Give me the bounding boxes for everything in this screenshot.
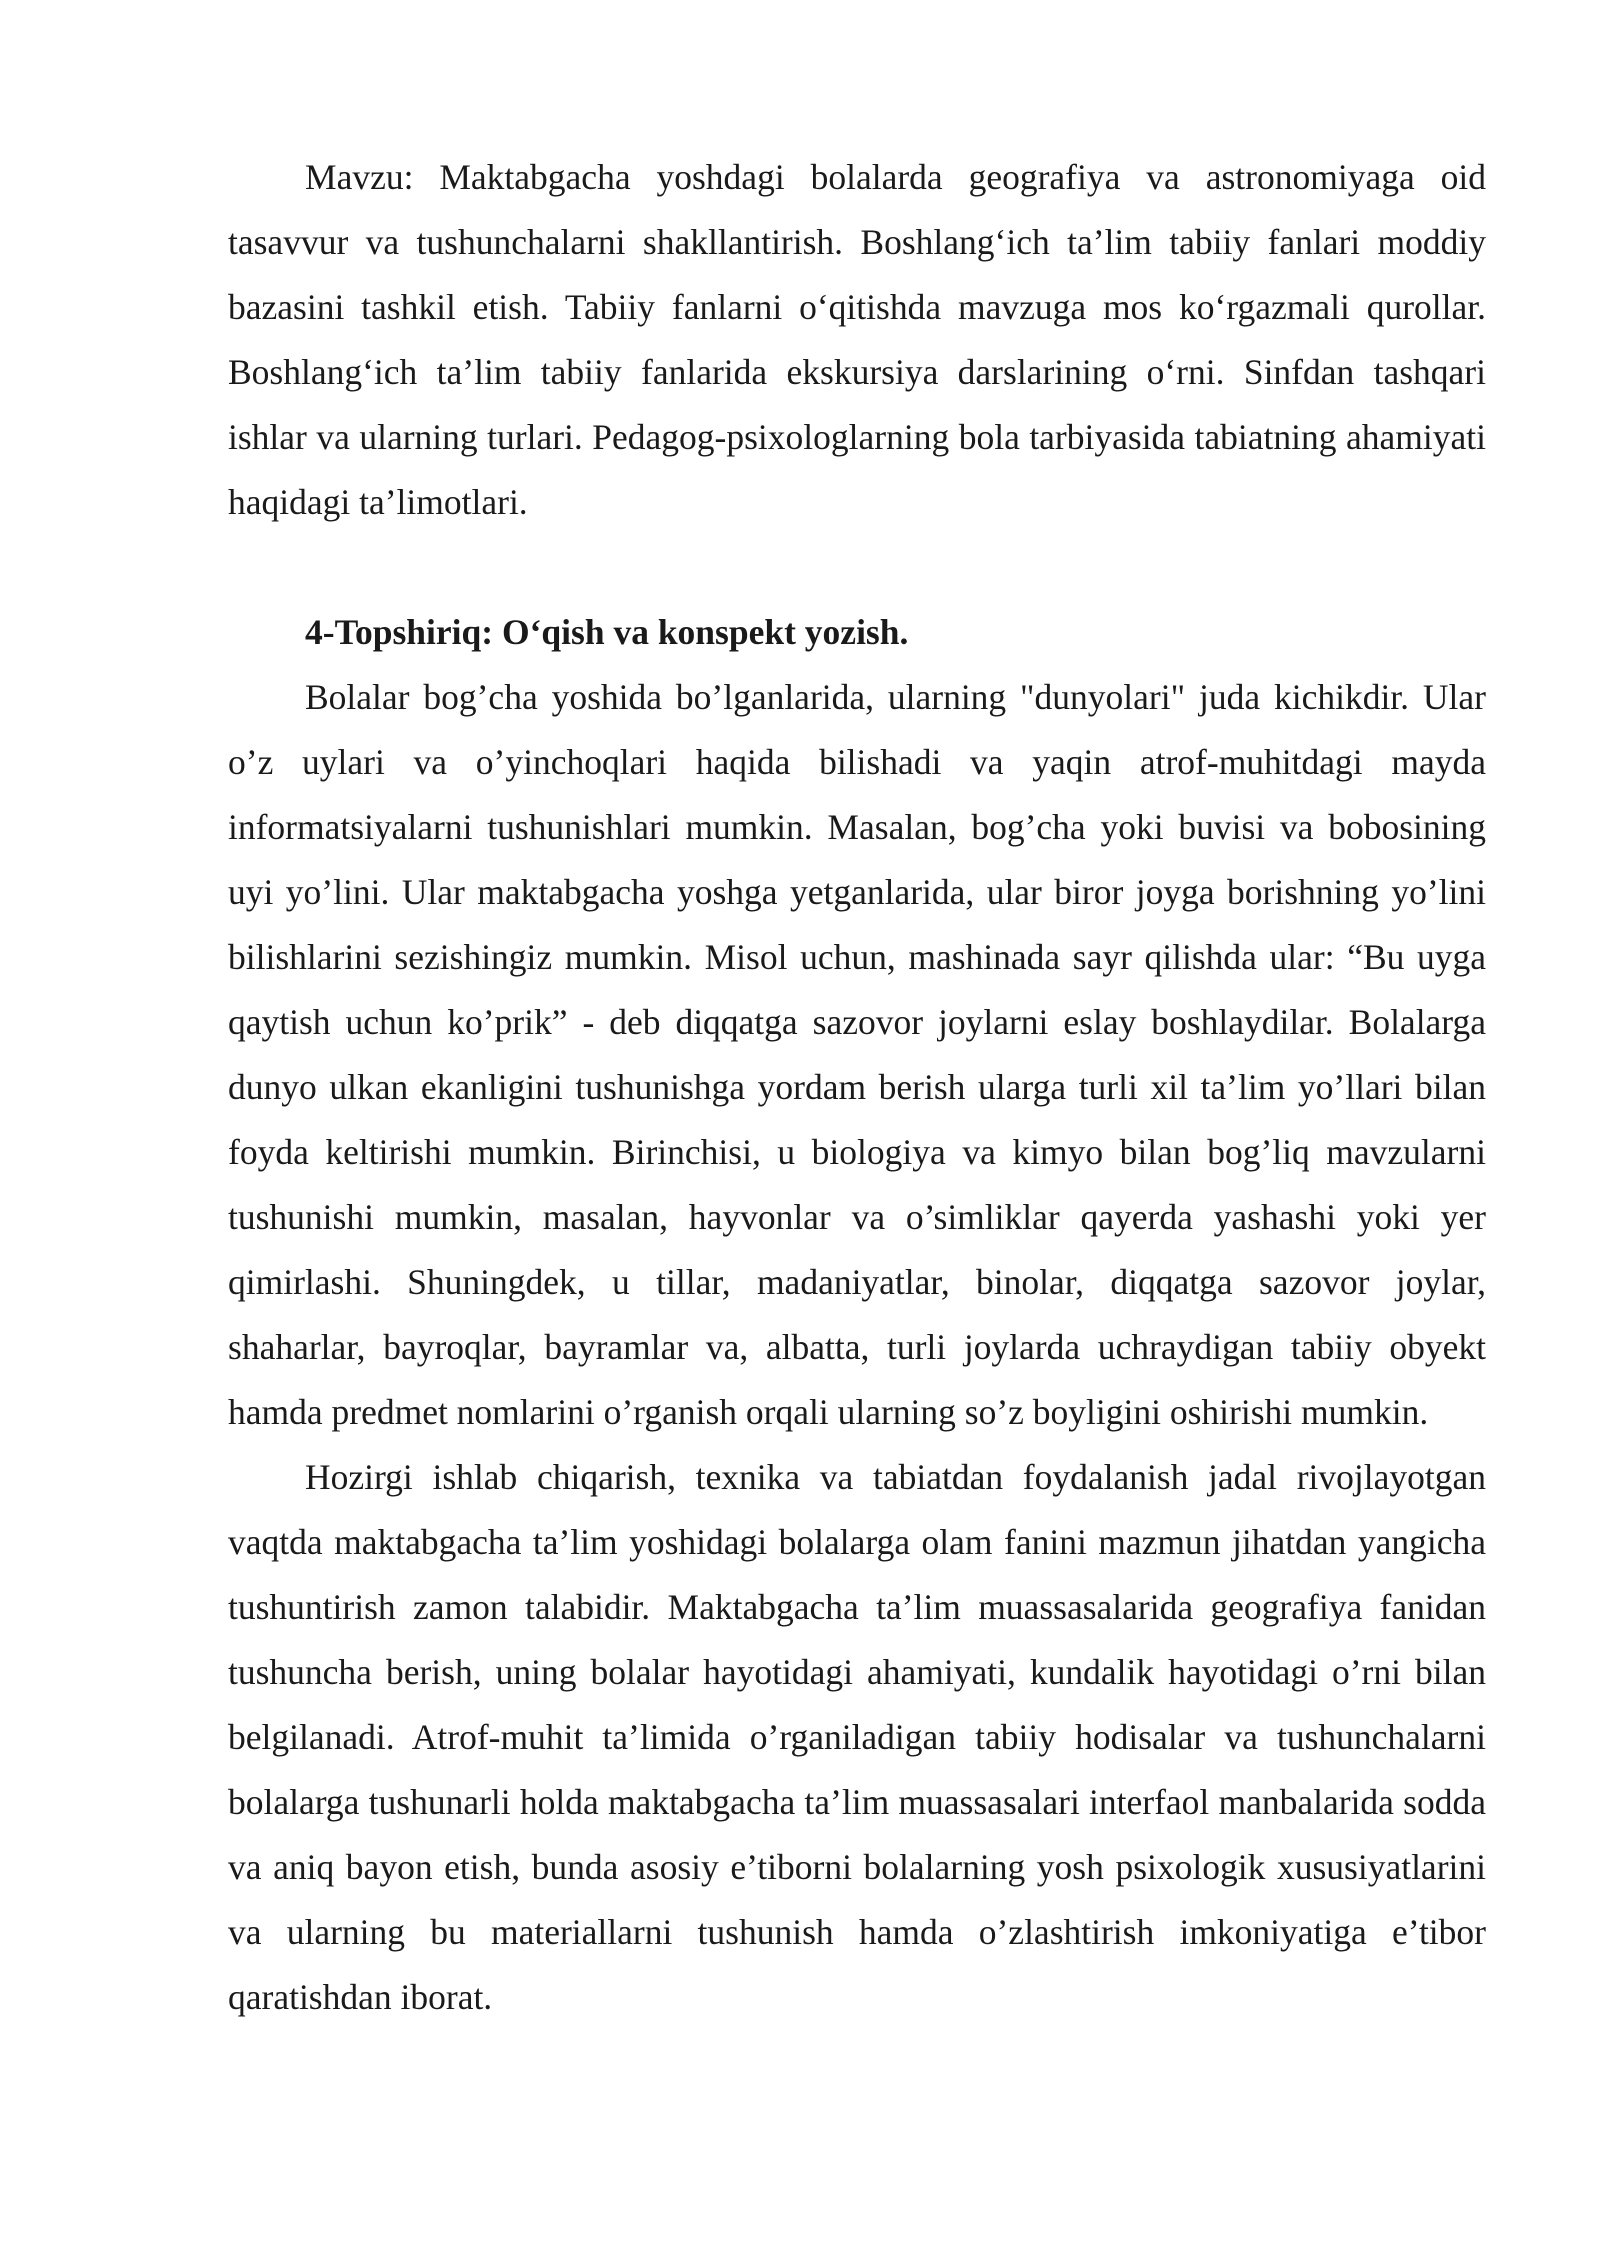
paragraph-spacer: [228, 535, 1486, 600]
document-page: [228, 145, 1486, 2030]
body-paragraph-2: Hozirgi ishlab chiqarish, texnika va tabiatdan foydalanish jadal rivojlayotgan vaqtda maktabgacha ta’lim yoshidagi bolalarga olam fanini mazmun jihatdan yangicha tushuntirish zamon talabidir. Maktabgacha ta’lim muassasalarida geografiya fanidan tushuncha berish, uning bolalar hayotidagi ahamiyati, kundalik hayotidagi o’rni bilan belgilanadi. Atrof-muhit ta’limida o’rganiladigan tabiiy hodisalar va tushunchalarni bolalarga tushunarli holda maktabgacha ta’lim muassasalari interfaol manbalarida sodda va aniq bayon etish, bunda asosiy e’tiborni bolalarning yosh psixologik xususiyatlarini va ularning bu materiallarni tushunish hamda o’zlashtirish imkoniyatiga e’tibor qaratishdan iborat.: [228, 1457, 1486, 2017]
body-paragraph-1: Bolalar bog’cha yoshida bo’lganlarida, ularning "dunyolari" juda kichikdir. Ular o’z uylari va o’yinchoqlari haqida bilishadi va yaqin atrof-muhitdagi mayda informatsiyalarni tushunishlari mumkin. Masalan, bog’cha yoki buvisi va bobosining uyi yo’lini. Ular maktabgacha yoshga yetganlarida, ular biror joyga borishning yo’lini bilishlarini sezishingiz mumkin. Misol uchun, mashinada sayr qilishda ular: “Bu uyga qaytish uchun ko’prik” - deb diqqatga sazovor joylarni eslay boshlaydilar. Bolalarga dunyo ulkan ekanligini tushunishga yordam berish ularga turli xil ta’lim yo’llari bilan foyda keltirishi mumkin. Birinchisi, u biologiya va kimyo bilan bog’liq mavzularni tushunishi mumkin, masalan, hayvonlar va o’simliklar qayerda yashashi yoki yer qimirlashi. Shuningdek, u tillar, madaniyatlar, binolar, diqqatga sazovor joylar, shaharlar, bayroqlar, bayramlar va, albatta, turli joylarda uchraydigan tabiiy obyekt hamda predmet nomlarini o’rganish orqali ularning so’z boyligini oshirishi mumkin.: [228, 677, 1486, 1432]
intro-paragraph: Mavzu: Maktabgacha yoshdagi bolalarda geografiya va astronomiyaga oid tasavvur va tushunchalarni shakllantirish. Boshlang‘ich ta’lim tabiiy fanlari moddiy bazasini tashkil etish. Tabiiy fanlarni o‘qitishda mavzuga mos ko‘rgazmali qurollar. Boshlang‘ich ta’lim tabiiy fanlarida ekskursiya darslarining o‘rni. Sinfdan tashqari ishlar va ularning turlari. Pedagog-psixologlarning bola tarbiyasida tabiatning ahamiyati haqidagi ta’limotlari.: [228, 157, 1486, 522]
section-heading: 4-Topshiriq: O‘qish va konspekt yozish.: [305, 612, 909, 652]
